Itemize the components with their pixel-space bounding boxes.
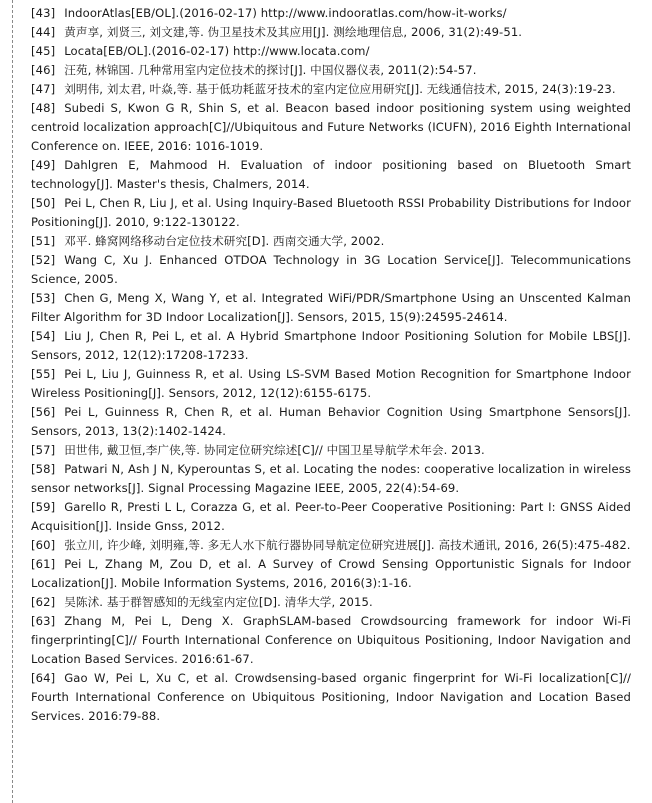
reference-text: Garello R, Presti L L, Corazza G, et al. Peer-to-Peer Cooperative Positioning: Part I: GNSS Aided Acquisition[J]. Inside Gnss, 2012. (31, 500, 631, 533)
reference-number: [63] (31, 614, 56, 628)
reference-number: [53] (31, 291, 56, 305)
reference-item (31, 612, 631, 669)
reference-item (31, 555, 631, 593)
reference-number: [60] (31, 538, 56, 552)
reference-item (31, 460, 631, 498)
reference-number: [45] (31, 44, 56, 58)
reference-text: Pei L, Zhang M, Zou D, et al. A Survey of Crowd Sensing Opportunistic Signals for Indoor Localization[J]. Mobile Information Systems, 2016, 2016(3):1-16. (31, 557, 631, 590)
reference-text: Pei L, Liu J, Guinness R, et al. Using LS-SVM Based Motion Recognition for Smartphone Indoor Wireless Positioning[J]. Sensors, 2012, 12(12):6155-6175. (31, 367, 631, 400)
reference-number: [59] (31, 500, 56, 514)
reference-text: Gao W, Pei L, Xu C, et al. Crowdsensing-based organic fingerprint for Wi-Fi localization[C]// Fourth International Conference on Ubiquitous Positioning, Indoor Navigation and Location Based Services. 2016:79-88. (31, 671, 631, 723)
reference-text: Pei L, Chen R, Liu J, et al. Using Inquiry-Based Bluetooth RSSI Probability Distributions for Indoor Positioning[J]. 2010, 9:122-130122. (31, 196, 631, 229)
reference-text: 黄声享, 刘贤三, 刘文建,等. 伪卫星技术及其应用[J]. 测绘地理信息, 2006, 31(2):49-51. (64, 25, 523, 39)
reference-number: [62] (31, 595, 56, 609)
reference-number: [61] (31, 557, 56, 571)
reference-number: [64] (31, 671, 56, 685)
reference-item (31, 23, 631, 42)
reference-number: [51] (31, 234, 56, 248)
reference-item (31, 289, 631, 327)
reference-text: 汪苑, 林锦国. 几种常用室内定位技术的探讨[J]. 中国仪器仪表, 2011(2):54-57. (64, 63, 477, 77)
reference-item (31, 194, 631, 232)
reference-number: [43] (31, 6, 56, 20)
reference-text: 吴陈沭. 基于群智感知的无线室内定位[D]. 清华大学, 2015. (64, 595, 373, 609)
reference-item (31, 403, 631, 441)
reference-text: Pei L, Guinness R, Chen R, et al. Human Behavior Cognition Using Smartphone Sensors[J]. Sensors, 2013, 13(2):1402-1424. (31, 405, 631, 438)
reference-text: IndoorAtlas[EB/OL].(2016-02-17) http://www.indooratlas.com/how-it-works/ (64, 6, 507, 20)
reference-number: [55] (31, 367, 56, 381)
reference-text: 刘明伟, 刘太君, 叶焱,等. 基于低功耗蓝牙技术的室内定位应用研究[J]. 无线通信技术, 2015, 24(3):19-23. (64, 82, 616, 96)
reference-text: Locata[EB/OL].(2016-02-17) http://www.locata.com/ (64, 44, 370, 58)
reference-item (31, 441, 631, 460)
reference-number: [58] (31, 462, 56, 476)
reference-text: 邓平. 蜂窝网络移动台定位技术研究[D]. 西南交通大学, 2002. (64, 234, 385, 248)
reference-number: [50] (31, 196, 56, 210)
reference-text: Dahlgren E, Mahmood H. Evaluation of indoor positioning based on Bluetooth Smart technology[J]. Master's thesis, Chalmers, 2014. (31, 158, 631, 191)
reference-item (31, 99, 631, 156)
reference-list (31, 4, 631, 726)
reference-number: [49] (31, 158, 56, 172)
reference-text: Liu J, Chen R, Pei L, et al. A Hybrid Smartphone Indoor Positioning Solution for Mobile LBS[J]. Sensors, 2012, 12(12):17208-17233. (31, 329, 631, 362)
reference-item (31, 536, 631, 555)
reference-item (31, 365, 631, 403)
reference-text: Chen G, Meng X, Wang Y, et al. Integrated WiFi/PDR/Smartphone Using an Unscented Kalman Filter Algorithm for 3D Indoor Localization[J]. Sensors, 2015, 15(9):24595-24614. (31, 291, 631, 324)
reference-text: 张立川, 许少峰, 刘明雍,等. 多无人水下航行器协同导航定位研究进展[J]. 高技术通讯, 2016, 26(5):475-482. (64, 538, 631, 552)
reference-item (31, 42, 631, 61)
reference-item (31, 251, 631, 289)
reference-number: [48] (31, 101, 56, 115)
reference-item (31, 327, 631, 365)
reference-item (31, 232, 631, 251)
reference-number: [47] (31, 82, 56, 96)
reference-item (31, 61, 631, 80)
reference-text: Zhang M, Pei L, Deng X. GraphSLAM-based Crowdsourcing framework for indoor Wi-Fi fingerprinting[C]// Fourth International Conference on Ubiquitous Positioning, Indoor Navigation and Location Based Services. 2016:61-67. (31, 614, 631, 666)
reference-number: [44] (31, 25, 56, 39)
reference-item (31, 4, 631, 23)
reference-text: Patwari N, Ash J N, Kyperountas S, et al. Locating the nodes: cooperative localization in wireless sensor networks[J]. Signal Processing Magazine IEEE, 2005, 22(4):54-69. (31, 462, 631, 495)
reference-item (31, 593, 631, 612)
reference-number: [56] (31, 405, 56, 419)
reference-item (31, 156, 631, 194)
reference-item (31, 669, 631, 726)
reference-number: [46] (31, 63, 56, 77)
reference-number: [54] (31, 329, 56, 343)
reference-text: Wang C, Xu J. Enhanced OTDOA Technology in 3G Location Service[J]. Telecommunications Science, 2005. (31, 253, 631, 286)
reference-number: [57] (31, 443, 56, 457)
reference-text: 田世伟, 戴卫恒,李广侠,等. 协同定位研究综述[C]// 中国卫星导航学术年会. 2013. (64, 443, 485, 457)
page-margin-dashed-line (12, 0, 13, 803)
reference-number: [52] (31, 253, 56, 267)
reference-item (31, 80, 631, 99)
reference-item (31, 498, 631, 536)
reference-text: Subedi S, Kwon G R, Shin S, et al. Beacon based indoor positioning system using weighted centroid localization approach[C]//Ubiquitous and Future Networks (ICUFN), 2016 Eighth International Conference on. IEEE, 2016: 1016-1019. (31, 101, 631, 153)
